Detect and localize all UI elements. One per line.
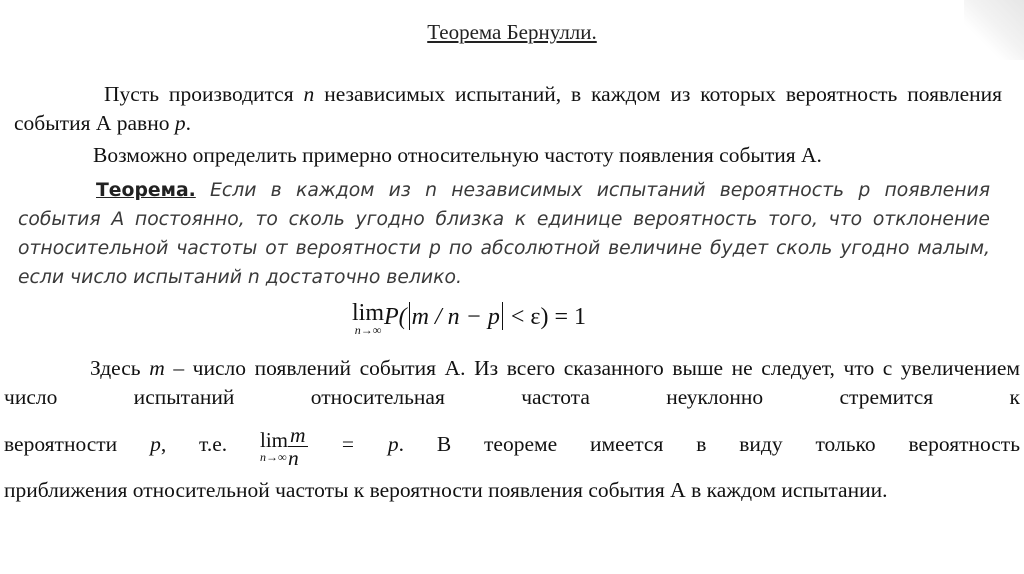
paragraph-explanation: Здесь m – число появлений события А. Из всего сказанного выше не следует, что с увеличением число испытаний относительная частота неуклонно стремится к вероятности p, т.е. lim n→∞ $\frac{m}{n}$ = p. В теореме имеется в виду только вероятность приближения относительной частоты к вероятности появления события А в каждом испытании.: [4, 356, 1021, 502]
bernoulli-formula: lim n→∞ P( m / n − p < ε) = 1: [352, 300, 587, 337]
theorem-text: Если в каждом из n независимых испытаний вероятность p появления события А постоянно, то сколь угодно близка к единице вероятность того, что отклонение относительной частоты от вероятности p по абсолютной величине будет сколь угодно малым, если число испытаний n достаточно велико.: [18, 180, 990, 288]
theorem-block: [18, 176, 990, 292]
page-title: Теорема Бернулли.: [427, 20, 597, 44]
theorem-heading: Теорема.: [96, 180, 196, 201]
paragraph-intro: Пусть производится n независимых испытаний, в каждом из которых вероятность появления события А равно p.: [14, 82, 1003, 135]
paragraph-frequency: Возможно определить примерно относительную частоту появления события А.: [93, 143, 822, 167]
